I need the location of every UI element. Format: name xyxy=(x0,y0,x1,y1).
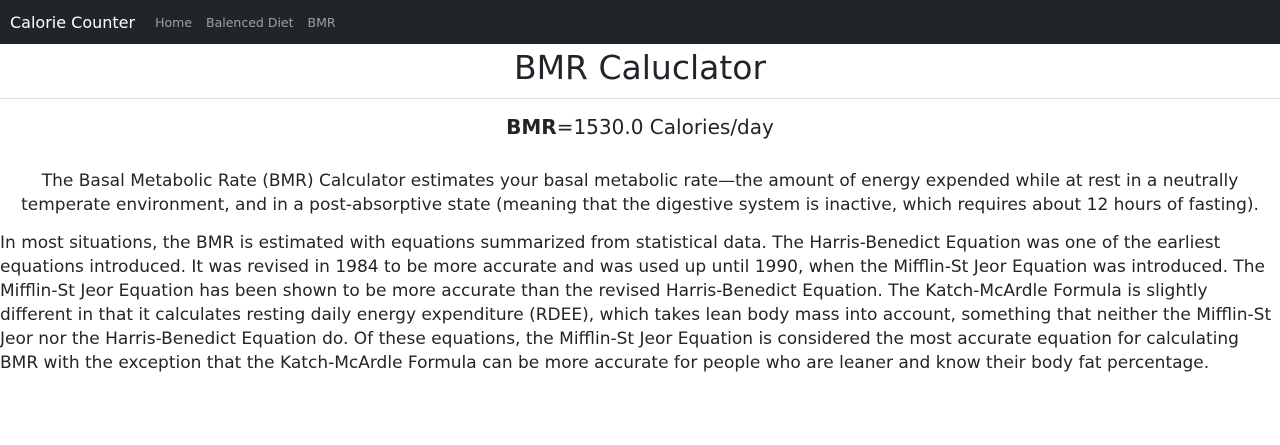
nav-links xyxy=(155,15,349,30)
intro-paragraph: The Basal Metabolic Rate (BMR) Calculator estimates your basal metabolic rate—the amount of energy expended while at rest in a neutrally temperate environment, and in a post-absorptive state (meaning that the digestive system is inactive, which requires about 12 hours of fasting). xyxy=(21,171,1259,215)
nav-link-balanced-diet[interactable]: Balenced Diet xyxy=(206,14,294,30)
nav-link-bmr[interactable]: BMR xyxy=(307,14,336,30)
top-navbar xyxy=(0,0,1280,44)
bmr-result xyxy=(0,113,1280,141)
body-paragraph: In most situations, the BMR is estimated with equations summarized from statistical data. The Harris-Benedict Equation was one of the earliest equations introduced. It was revised in 1984 to be more accurate and was used up until 1990, when the Mifflin-St Jeor Equation was introduced. The Mifflin-St Jeor Equation has been shown to be more accurate than the revised Harris-Benedict Equation. The Katch-McArdle Formula is slightly different in that it calculates resting daily energy expenditure (RDEE), which takes lean body mass into account, something that neither the Mifflin-St Jeor nor the Harris-Benedict Equation do. Of these equations, the Mifflin-St Jeor Equation is considered the most accurate equation for calculating BMR with the exception that the Katch-McArdle Formula can be more accurate for people who are leaner and know their body fat percentage. xyxy=(0,233,1272,373)
bmr-result-label: BMR xyxy=(506,115,557,139)
title-divider xyxy=(0,98,1280,99)
main-content xyxy=(0,46,1280,375)
nav-link-home[interactable]: Home xyxy=(155,14,193,30)
brand-link[interactable]: Calorie Counter xyxy=(10,12,136,32)
bmr-result-value: =1530.0 Calories/day xyxy=(556,115,774,139)
page-title: BMR Caluclator xyxy=(513,48,767,87)
